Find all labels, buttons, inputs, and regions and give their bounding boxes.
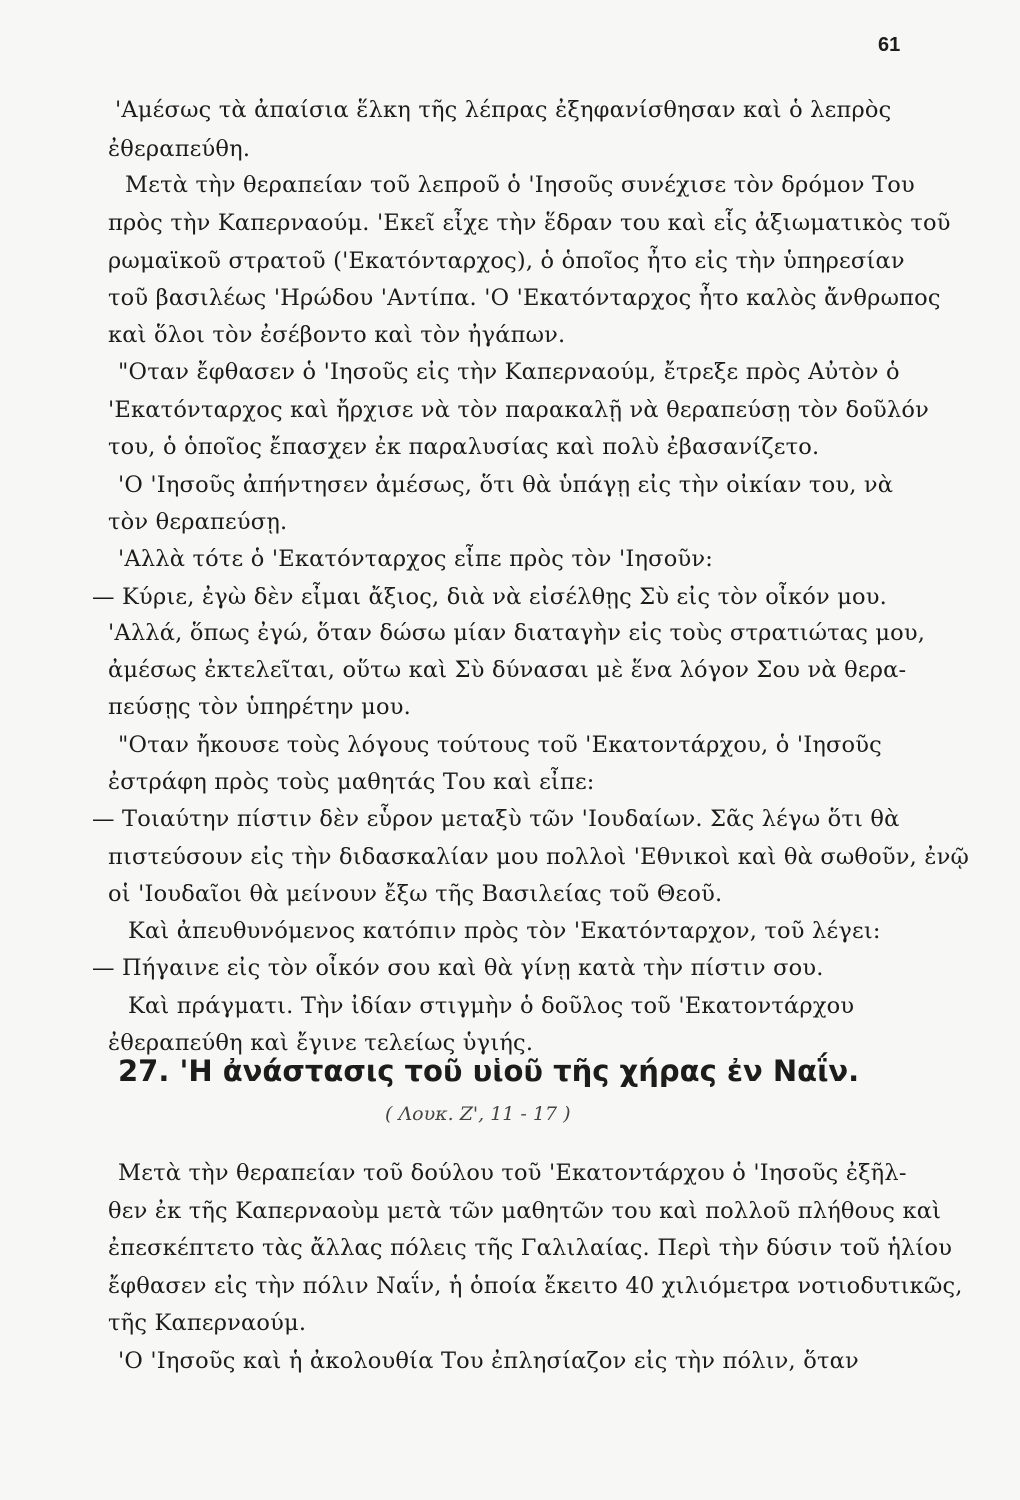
section-heading: 27. 'Η ἀνάστασις τοῦ υἱοῦ τῆς χήρας ἐν Ναΐν.	[118, 1054, 860, 1088]
text-line: "Οταν ἔφθασεν ὁ 'Ιησοῦς εἰς τὴν Καπερναούμ, ἔτρεξε πρὸς Αὐτὸν ὁ	[118, 359, 900, 385]
text-line: ἐπεσκέπτετο τὰς ἄλλας πόλεις τῆς Γαλιλαίας. Περὶ τὴν δύσιν τοῦ ἡλίου	[108, 1235, 953, 1261]
page-number: 61	[878, 34, 901, 56]
text-line: ἐστράφη πρὸς τοὺς μαθητάς Του καὶ εἶπε:	[108, 769, 595, 795]
text-line: Καὶ ἀπευθυνόμενος κατόπιν πρὸς τὸν 'Εκατόνταρχον, τοῦ λέγει:	[128, 918, 881, 944]
text-line: τὸν θεραπεύσῃ.	[108, 509, 288, 535]
text-line: — Πήγαινε εἰς τὸν οἶκόν σου καὶ θὰ γίνῃ κατὰ τὴν πίστιν σου.	[92, 955, 824, 981]
text-line: "Οταν ἤκουσε τοὺς λόγους τούτους τοῦ 'Εκατοντάρχου, ὁ 'Ιησοῦς	[118, 732, 882, 758]
text-line: ἀμέσως ἐκτελεῖται, οὕτω καὶ Σὺ δύνασαι μὲ ἕνα λόγον Σου νὰ θερα-	[108, 657, 907, 683]
text-line: πεύσῃς τὸν ὑπηρέτην μου.	[108, 694, 411, 720]
text-line: οἱ 'Ιουδαῖοι θὰ μείνουν ἔξω τῆς Βασιλείας τοῦ Θεοῦ.	[108, 881, 723, 907]
text-line: 'Αλλὰ τότε ὁ 'Εκατόνταρχος εἶπε πρὸς τὸν 'Ιησοῦν:	[118, 546, 713, 572]
text-line: ρωμαϊκοῦ στρατοῦ ('Εκατόνταρχος), ὁ ὁποῖος ἦτο εἰς τὴν ὑπηρεσίαν	[108, 248, 905, 274]
text-line: πιστεύσουν εἰς τὴν διδασκαλίαν μου πολλοὶ 'Εθνικοὶ καὶ θὰ σωθοῦν, ἐνῷ	[108, 844, 970, 870]
text-line: του, ὁ ὁποῖος ἔπασχεν ἐκ παραλυσίας καὶ πολὺ ἐβασανίζετο.	[108, 434, 820, 460]
text-line: Μετὰ τὴν θεραπείαν τοῦ δούλου τοῦ 'Εκατοντάρχου ὁ 'Ιησοῦς ἐξῆλ-	[118, 1160, 907, 1186]
text-line: 'Εκατόνταρχος καὶ ἤρχισε νὰ τὸν παρακαλῇ νὰ θεραπεύσῃ τὸν δοῦλόν	[108, 397, 929, 423]
text-line: πρὸς τὴν Καπερναούμ. 'Εκεῖ εἶχε τὴν ἕδραν του καὶ εἷς ἀξιωματικὸς τοῦ	[108, 210, 951, 236]
text-line: 'Αλλά, ὅπως ἐγώ, ὅταν δώσω μίαν διαταγὴν εἰς τοὺς στρατιώτας μου,	[108, 620, 926, 646]
text-line: 'Ο 'Ιησοῦς καὶ ἡ ἀκολουθία Του ἐπλησίαζον εἰς τὴν πόλιν, ὅταν	[118, 1348, 859, 1374]
text-line: ἔφθασεν εἰς τὴν πόλιν Ναΐν, ἡ ὁποία ἔκειτο 40 χιλιόμετρα νοτιοδυτικῶς,	[108, 1273, 963, 1299]
text-line: τῆς Καπερναούμ.	[108, 1310, 307, 1336]
text-line: — Τοιαύτην πίστιν δὲν εὗρον μεταξὺ τῶν 'Ιουδαίων. Σᾶς λέγω ὅτι θὰ	[92, 806, 900, 832]
text-line: καὶ ὅλοι τὸν ἐσέβοντο καὶ τὸν ἠγάπων.	[108, 322, 566, 348]
text-line: — Κύριε, ἐγὼ δὲν εἶμαι ἄξιος, διὰ νὰ εἰσέλθῃς Σὺ εἰς τὸν οἶκόν μου.	[92, 584, 888, 610]
text-line: Καὶ πράγματι. Τὴν ἰδίαν στιγμὴν ὁ δοῦλος τοῦ 'Εκατοντάρχου	[128, 993, 855, 1019]
text-line: τοῦ βασιλέως 'Ηρώδου 'Αντίπα. 'Ο 'Εκατόνταρχος ἦτο καλὸς ἄνθρωπος	[108, 285, 941, 311]
scripture-reference: ( Λουκ. Ζ', 11 - 17 )	[385, 1103, 571, 1125]
text-line: ἐθεραπεύθη καὶ ἔγινε τελείως ὑγιής.	[108, 1030, 534, 1056]
text-line: 'Ο 'Ιησοῦς ἀπήντησεν ἀμέσως, ὅτι θὰ ὑπάγῃ εἰς τὴν οἰκίαν του, νὰ	[118, 472, 894, 498]
text-line: ἐθεραπεύθη.	[108, 136, 251, 162]
text-line: θεν ἐκ τῆς Καπερναοὺμ μετὰ τῶν μαθητῶν του καὶ πολλοῦ πλήθους καὶ	[108, 1198, 942, 1224]
text-line: Μετὰ τὴν θεραπείαν τοῦ λεπροῦ ὁ 'Ιησοῦς συνέχισε τὸν δρόμον Του	[125, 172, 915, 198]
text-line: 'Αμέσως τὰ ἀπαίσια ἕλκη τῆς λέπρας ἐξηφανίσθησαν καὶ ὁ λεπρὸς	[115, 97, 892, 123]
